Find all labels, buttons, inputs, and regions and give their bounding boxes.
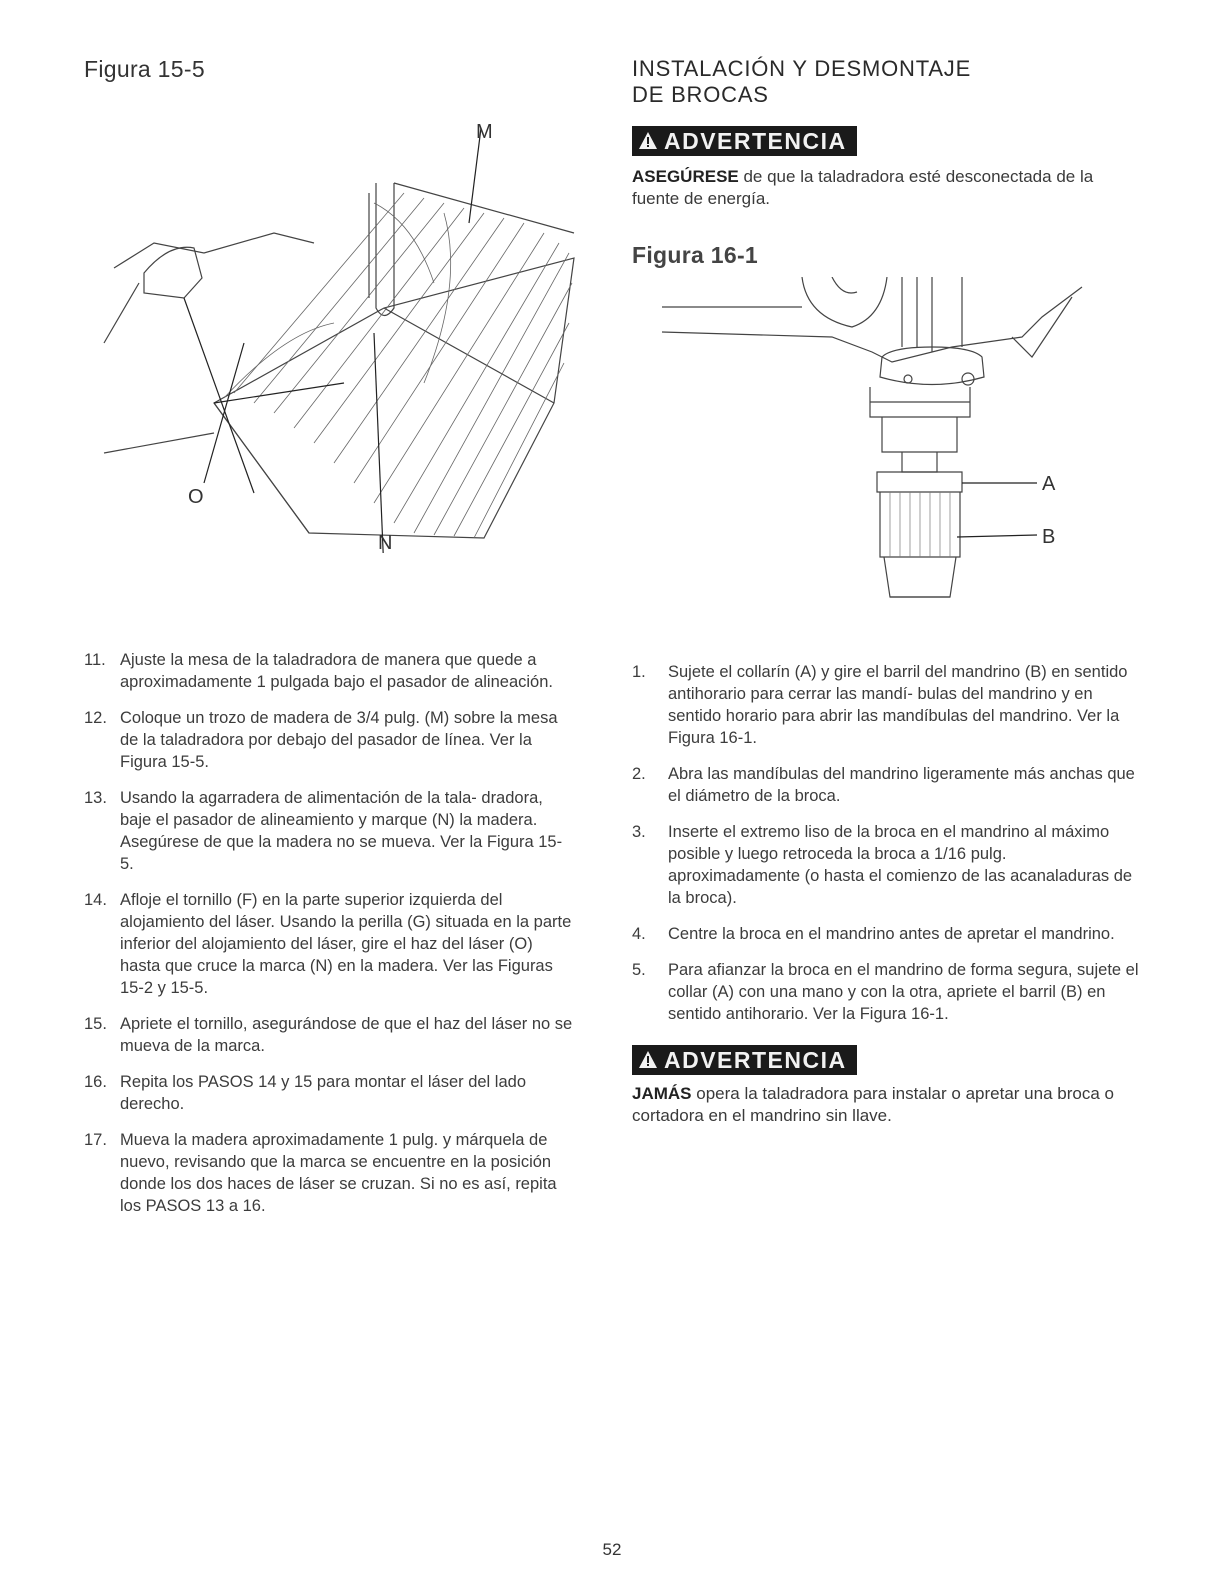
chuck-tip	[884, 557, 956, 597]
section-title-line2: DE BROCAS	[632, 82, 769, 107]
warning-badge-label: ADVERTENCIA	[664, 127, 847, 154]
right-column	[632, 56, 1142, 1127]
figure-15-5-title: Figura 15-5	[84, 56, 205, 82]
laser-beam	[184, 298, 254, 493]
warning-emphasis: ASEGÚRESE	[632, 167, 739, 186]
warning-text	[632, 166, 1142, 210]
section-title	[632, 56, 1142, 108]
wood-block-edge	[384, 308, 554, 403]
label-b: B	[1042, 526, 1056, 548]
list-item: 15. Apriete el tornillo, asegurándose de que el haz del láser no se mueva de la marca.	[84, 1015, 573, 1055]
warning-block-2	[632, 1045, 1142, 1127]
list-item: 1. Sujete el collarín (A) y gire el barril del mandrino (B) en sentido antihorario para cerrar las mandí- bulas del mandrino y en sentido horario para abrir las mandíbulas del mandrino. Ver la Figura 16-1.	[632, 663, 1128, 747]
list-item: 2. Abra las mandíbulas del mandrino ligeramente más anchas que el diámetro de la broca.	[632, 765, 1135, 805]
warning-triangle-icon	[638, 131, 658, 151]
alignment-pin	[376, 183, 394, 316]
right-steps-list	[632, 661, 1142, 1025]
leader-b	[957, 535, 1037, 537]
warning-triangle-icon	[638, 1050, 658, 1070]
warning-badge	[632, 1045, 857, 1075]
warning-badge-label: ADVERTENCIA	[664, 1046, 847, 1073]
figure-16-1-illustration	[632, 277, 1142, 627]
label-m: M	[476, 121, 493, 143]
head-housing	[662, 287, 1082, 362]
section-title-line1: INSTALACIÓN Y DESMONTAJE	[632, 56, 972, 81]
list-item: 3. Inserte el extremo liso de la broca en el mandrino al máximo posible y luego retroceda la broca a 1/16 pulg. aproximadamente (o hasta el comienzo de las acanaladuras de la broca).	[632, 823, 1133, 907]
list-item: 12. Coloque un trozo de madera de 3/4 pulg. (M) sobre la mesa de la taladradora por debajo del pasador de línea. Ver la Figura 15-5.	[84, 709, 558, 771]
warning-badge	[632, 126, 857, 156]
list-item: 17. Mueva la madera aproximadamente 1 pulg. y márquela de nuevo, revisando que la marca se encuentre en la posición donde los dos haces de láser se cruzan. Si no es así, repita los PASOS 13 a 16.	[84, 1131, 557, 1215]
leader-n	[374, 333, 384, 553]
warning-text	[632, 1083, 1142, 1127]
laser-housing	[144, 247, 202, 298]
figure-15-5-illustration	[84, 83, 584, 553]
list-item: 4. Centre la broca en el mandrino antes de apretar el mandrino.	[632, 925, 1115, 943]
warning-emphasis: JAMÁS	[632, 1084, 692, 1103]
figure-16-1-title: Figura 16-1	[632, 242, 759, 268]
page-number: 52	[602, 1540, 622, 1559]
chuck-collar-a	[877, 472, 962, 492]
label-o: O	[188, 486, 204, 508]
chuck-nut	[880, 347, 984, 385]
table-line-left	[104, 283, 139, 343]
warning-block-1	[632, 126, 1142, 210]
list-item: 11. Ajuste la mesa de la taladradora de manera que quede a aproximadamente 1 pulgada bajo el pasador de alineación.	[84, 651, 553, 691]
laser-beam-2	[214, 383, 344, 403]
table-edge-line	[114, 233, 314, 268]
label-a: A	[1042, 473, 1056, 495]
back-line	[394, 183, 574, 233]
warning-body: de que la taladradora esté desconectada de la fuente de energía.	[632, 167, 1094, 208]
list-item: 5. Para afianzar la broca en el mandrino de forma segura, sujete el collar (A) con una mano y con la otra, apriete el barril (B) en sentido antihorario. Ver la Figura 16-1.	[632, 961, 1139, 1023]
list-item: 14. Afloje el tornillo (F) en la parte superior izquierda del alojamiento del láser. Usando la perilla (G) situada en la parte inferior del alojamiento del láser, gire el haz del láser (O) hasta que cruce la marca (N) en la madera. Ver las Figuras 15-2 y 15-5.	[84, 891, 572, 997]
left-column	[84, 56, 584, 1231]
label-n: N	[378, 532, 393, 553]
list-item: 16. Repita los PASOS 14 y 15 para montar el láser del lado derecho.	[84, 1073, 526, 1113]
table-line-bottom	[104, 433, 214, 453]
leader-o	[204, 343, 244, 483]
list-item: 13. Usando la agarradera de alimentación de la tala- dradora, baje el pasador de alineamiento y marque (N) la madera. Asegúrese de que la madera no se mueva. Ver la Figura 15-5.	[84, 789, 563, 873]
left-steps-list	[84, 649, 574, 1217]
warning-body: opera la taladradora para instalar o apretar una broca o cortadora en el mandrino sin llave.	[632, 1084, 1114, 1125]
